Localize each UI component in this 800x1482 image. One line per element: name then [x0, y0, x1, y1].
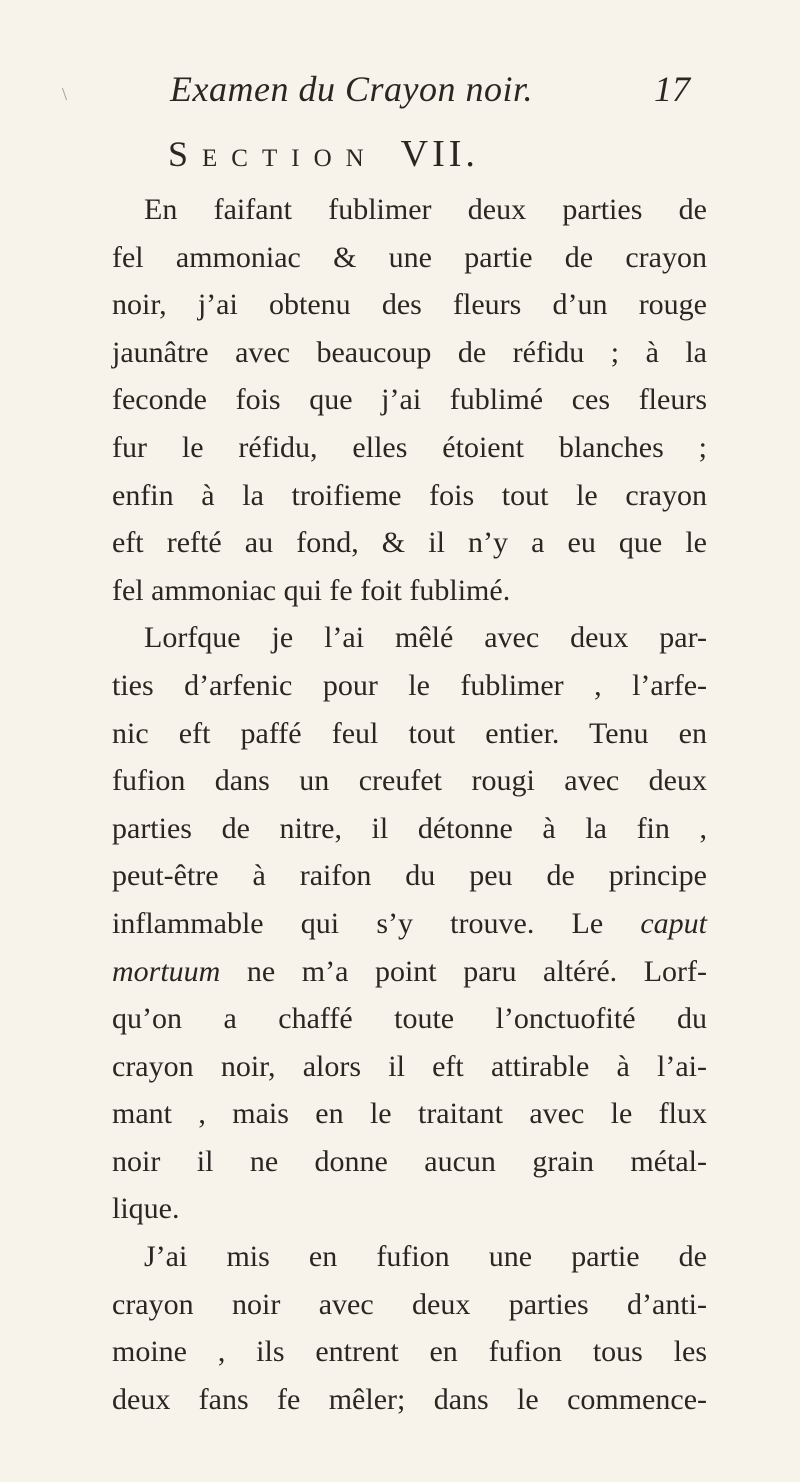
text-line: enfin à la troifieme fois tout le crayon: [112, 478, 707, 512]
text-line: qu’on a chaffé toute l’onctuofité du: [112, 1002, 707, 1036]
text-line: deux fans fe mêler; dans le commence-: [112, 1382, 707, 1416]
text-line: noir, j’ai obtenu des fleurs d’un rouge: [112, 288, 707, 322]
text-line: lique.: [112, 1192, 180, 1226]
text-line: moine , ils entrent en fufion tous les: [112, 1335, 707, 1369]
text-line: jaunâtre avec beaucoup de réfidu ; à la: [112, 335, 707, 369]
text-line: noir il ne donne aucun grain métal-: [112, 1144, 707, 1178]
text-line: peut-être à raifon du peu de principe: [112, 859, 707, 893]
body-text: [112, 186, 707, 1423]
text-line: J’ai mis en fufion une partie de: [144, 1240, 707, 1274]
section-heading: [168, 132, 479, 176]
section-number: VII.: [400, 133, 479, 175]
text-line: Lorfque je l’ai mêlé avec deux par-: [144, 621, 707, 655]
latin-term-end: mortuum: [112, 954, 221, 988]
text-line: fufion dans un creufet rougi avec deux: [112, 764, 707, 798]
text-line-with-italic: [112, 900, 707, 948]
text-line: ties d’arfenic pour le fublimer , l’arfe-: [112, 668, 707, 702]
text-line: mant , mais en le traitant avec le flux: [112, 1097, 707, 1131]
latin-term-start: caput: [640, 906, 707, 940]
running-header: [170, 68, 690, 116]
text-line: nic eft paffé feul tout entier. Tenu en: [112, 716, 707, 750]
text-line: feconde fois que j’ai fublimé ces fleurs: [112, 383, 707, 417]
stray-mark: \: [62, 84, 68, 104]
text-line: En faifant fublimer deux parties de: [144, 193, 707, 226]
text-line: fel ammoniac qui fe foit fublimé.: [112, 573, 511, 607]
text-line: fel ammoniac & une partie de crayon: [112, 240, 707, 274]
text-line: parties de nitre, il détonne à la fin ,: [112, 811, 707, 845]
text-line-with-italic: [112, 948, 707, 996]
paragraph-3: [112, 1233, 707, 1423]
text-line: crayon noir avec deux parties d’anti-: [112, 1287, 707, 1321]
section-label: Section: [168, 134, 378, 174]
text-line: crayon noir, alors il eft attirable à l’ai-: [112, 1049, 707, 1083]
text-fragment: ne m’a point paru altéré. Lorf-: [246, 954, 708, 988]
paragraph-1: [112, 186, 707, 614]
text-line: eft refté au fond, & il n’y a eu que le: [112, 526, 707, 560]
text-line: fur le réfidu, elles étoient blanches ;: [112, 430, 707, 464]
text-fragment: inflammable qui s’y trouve. Le: [112, 906, 604, 940]
paragraph-2: [112, 614, 707, 1233]
running-title: Examen du Crayon noir.: [170, 69, 533, 109]
page-number: 17: [654, 69, 690, 109]
